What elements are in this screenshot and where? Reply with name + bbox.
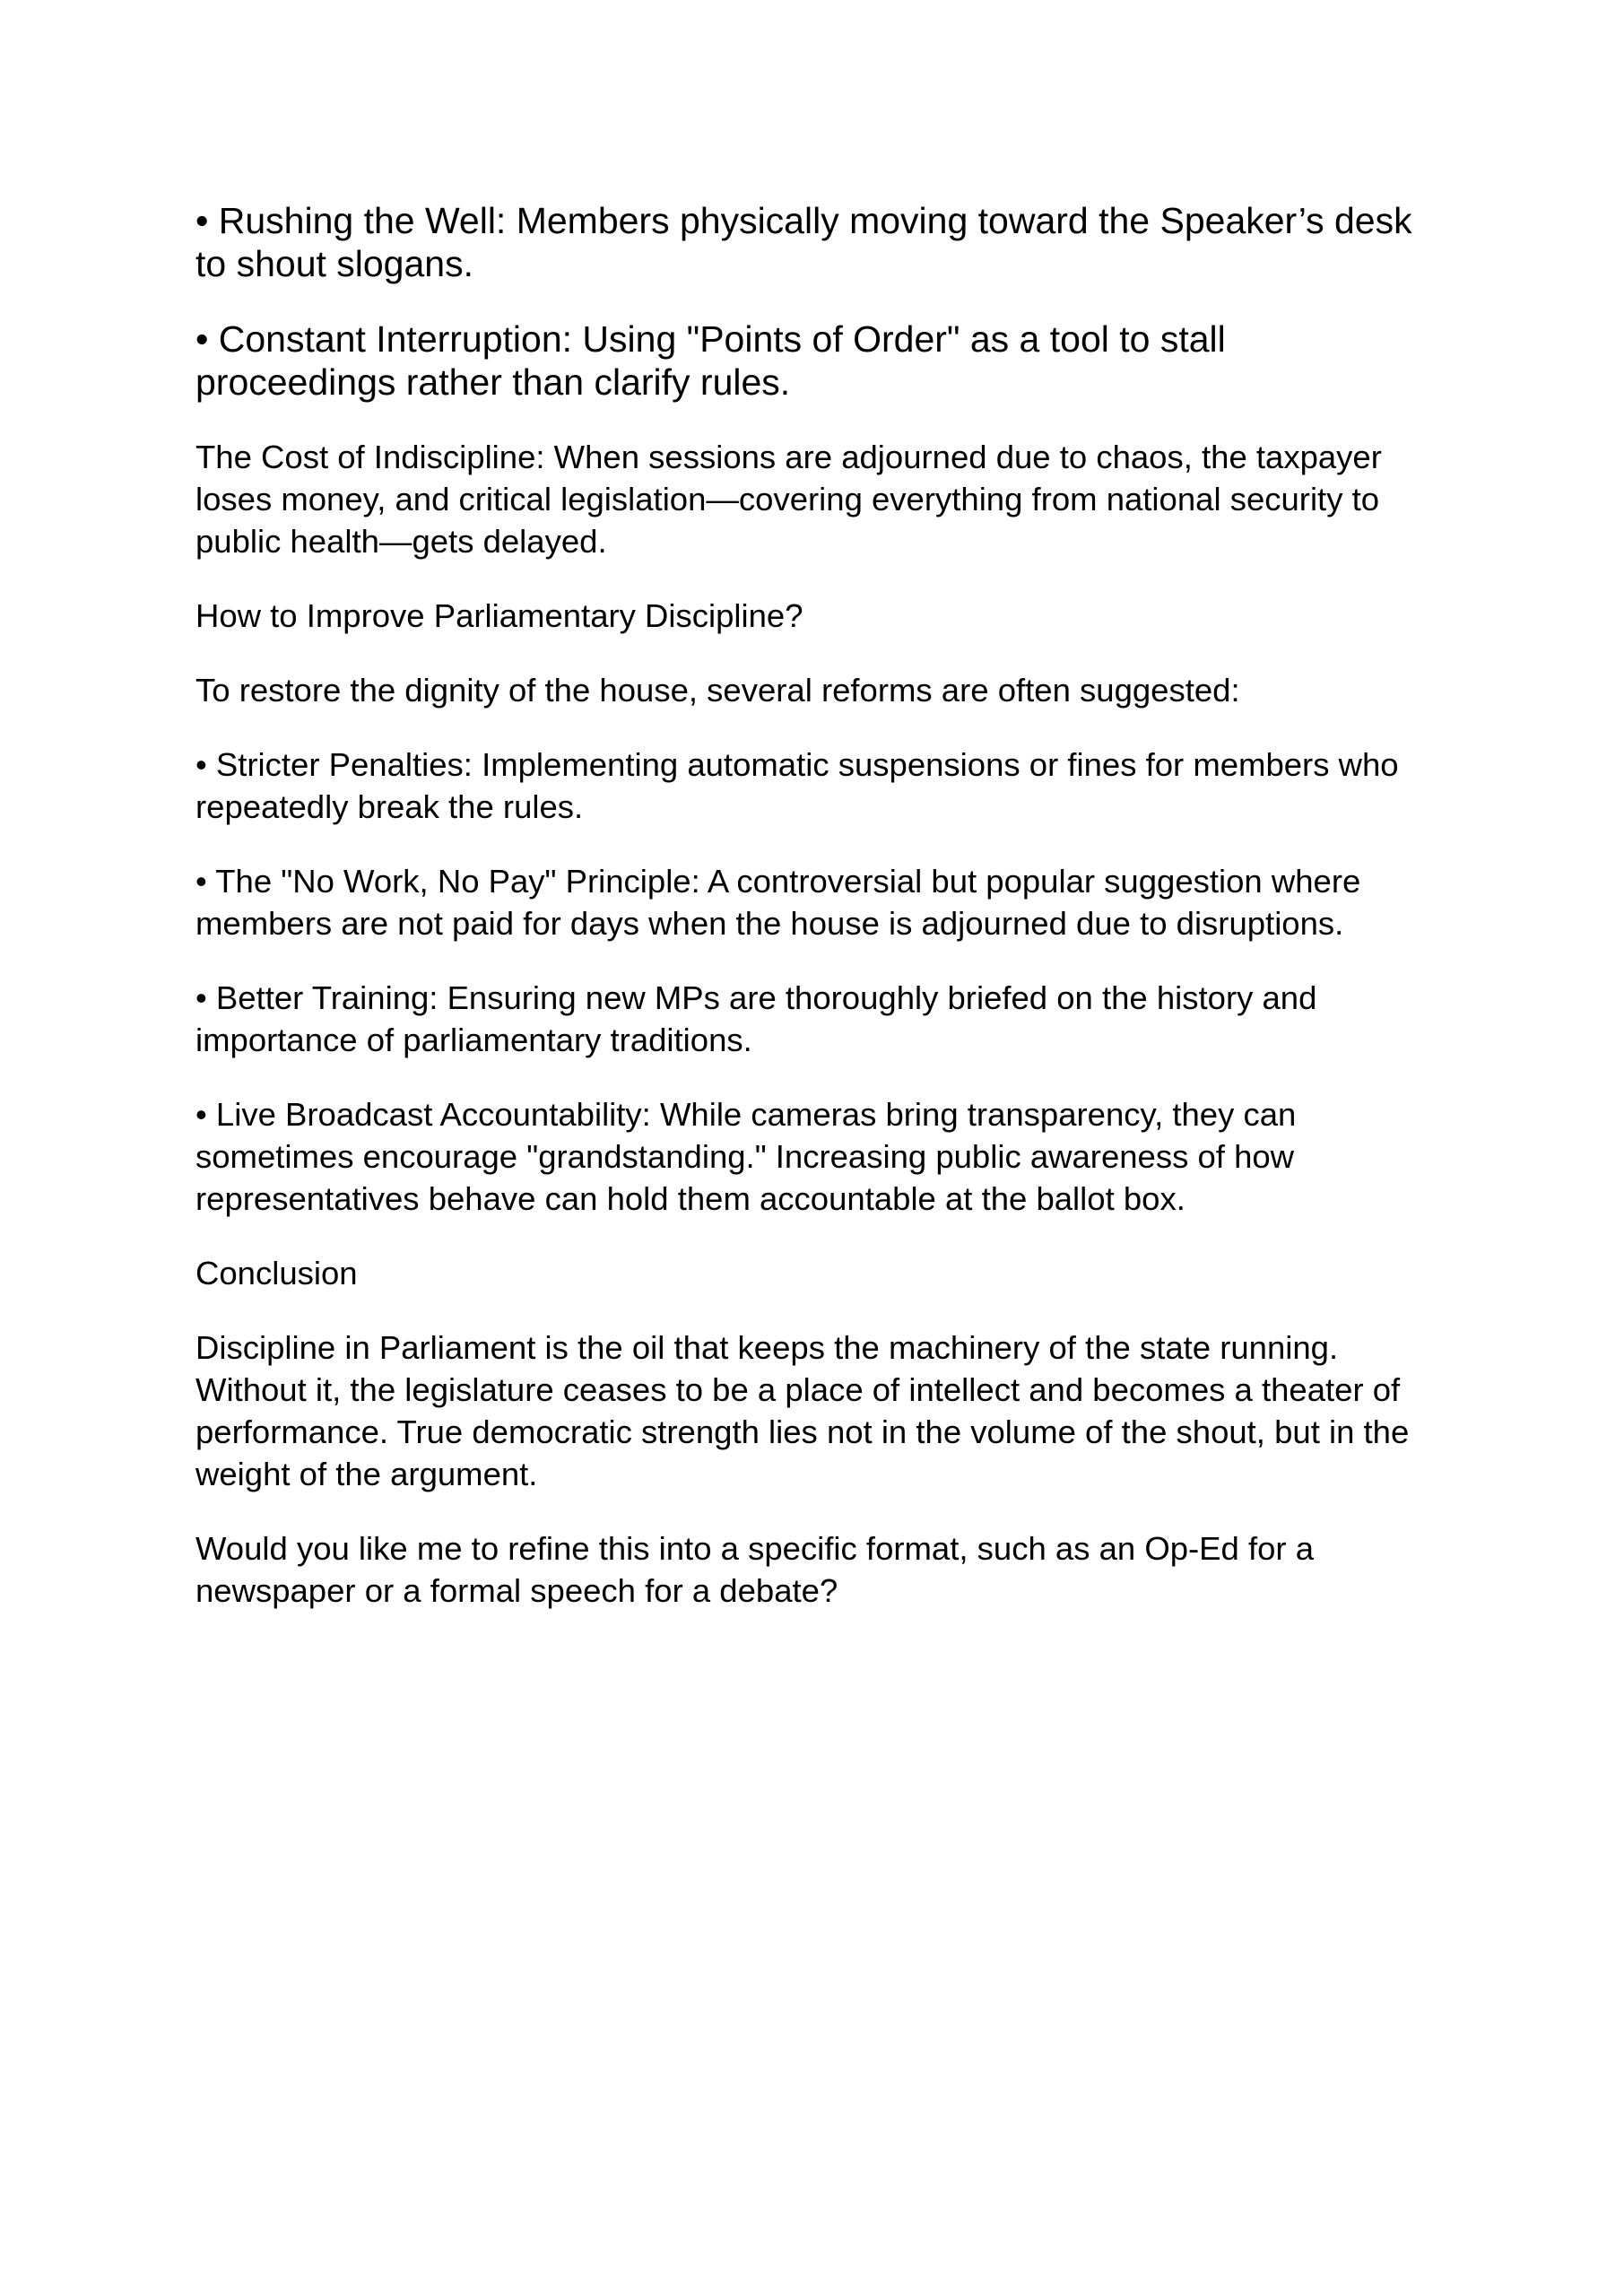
text-line: repeatedly break the rules. <box>195 788 584 825</box>
paragraph <box>195 1326 1433 1495</box>
paragraph <box>195 860 1433 944</box>
text-line: To restore the dignity of the house, several reforms are often suggested: <box>195 672 1240 709</box>
paragraph <box>195 436 1433 562</box>
text-line: loses money, and critical legislation—covering everything from national security to <box>195 481 1380 517</box>
text-line: members are not paid for days when the house is adjourned due to disruptions. <box>195 905 1344 942</box>
text-line: • Stricter Penalties: Implementing automatic suspensions or fines for members who <box>195 746 1399 783</box>
text-line: newspaper or a formal speech for a debate? <box>195 1572 838 1609</box>
text-line: to shout slogans. <box>195 243 473 284</box>
paragraph <box>195 669 1433 711</box>
text-line: • Better Training: Ensuring new MPs are thoroughly briefed on the history and <box>195 979 1317 1016</box>
paragraph <box>195 744 1433 828</box>
text-line: Conclusion <box>195 1255 358 1292</box>
paragraph <box>195 595 1433 637</box>
text-line: • The "No Work, No Pay" Principle: A controversial but popular suggestion where <box>195 863 1361 900</box>
text-line: • Live Broadcast Accountability: While cameras bring transparency, they can <box>195 1096 1297 1133</box>
paragraph <box>195 317 1433 404</box>
paragraph <box>195 977 1433 1061</box>
text-line: representatives behave can hold them accountable at the ballot box. <box>195 1180 1185 1217</box>
text-line: importance of parliamentary traditions. <box>195 1022 752 1058</box>
text-line: Would you like me to refine this into a specific format, such as an Op-Ed for a <box>195 1530 1314 1567</box>
text-line: Without it, the legislature ceases to be a place of intellect and becomes a theater of <box>195 1371 1401 1408</box>
text-line: How to Improve Parliamentary Discipline? <box>195 597 803 634</box>
text-line: Discipline in Parliament is the oil that keeps the machinery of the state running. <box>195 1329 1339 1366</box>
paragraph <box>195 1252 1433 1294</box>
text-line: The Cost of Indiscipline: When sessions are adjourned due to chaos, the taxpayer <box>195 439 1382 475</box>
document-body <box>195 199 1433 1644</box>
text-line: public health—gets delayed. <box>195 523 607 560</box>
text-line: sometimes encourage "grandstanding." Increasing public awareness of how <box>195 1138 1295 1175</box>
text-line: • Rushing the Well: Members physically moving toward the Speaker’s desk <box>195 200 1412 241</box>
paragraph <box>195 199 1433 285</box>
text-line: performance. True democratic strength lies not in the volume of the shout, but in the <box>195 1413 1410 1450</box>
text-line: proceedings rather than clarify rules. <box>195 361 791 403</box>
paragraph <box>195 1093 1433 1220</box>
text-line: • Constant Interruption: Using "Points of Order" as a tool to stall <box>195 318 1226 360</box>
text-line: weight of the argument. <box>195 1456 538 1492</box>
paragraph <box>195 1527 1433 1612</box>
